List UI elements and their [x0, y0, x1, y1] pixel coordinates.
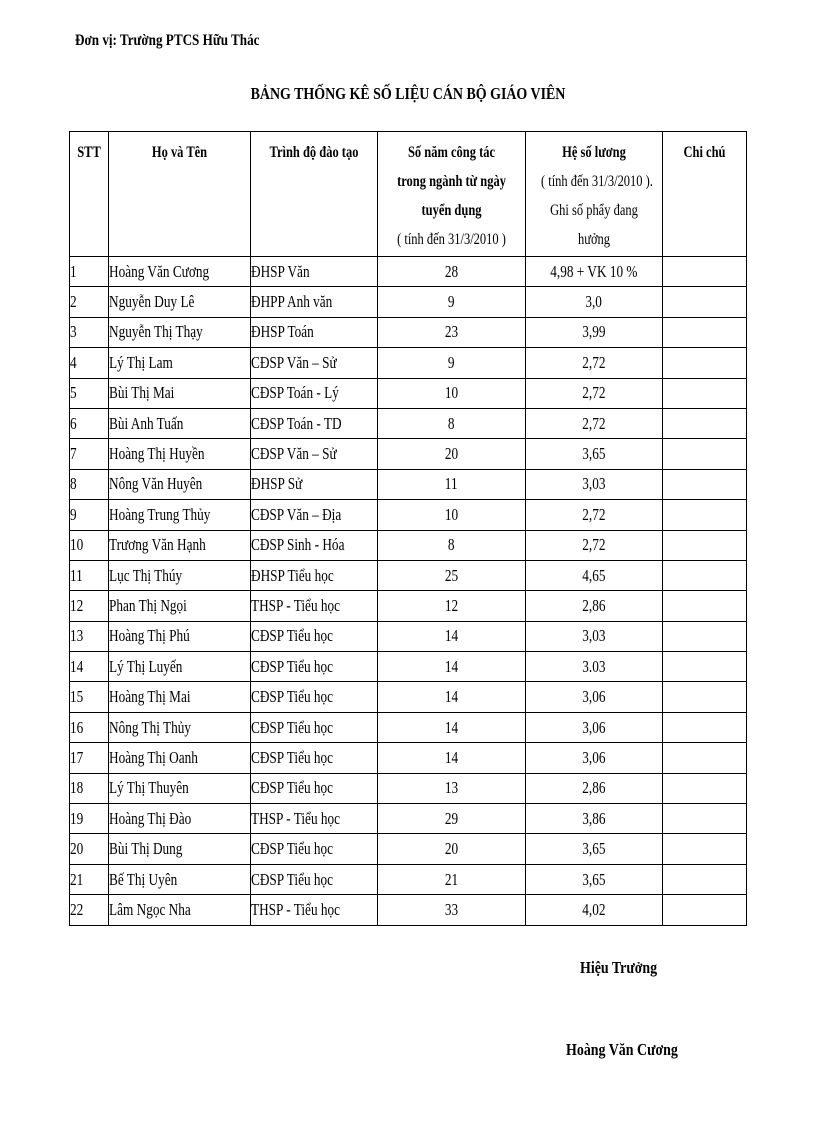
document-title: BẢNG THỐNG KÊ SỐ LIỆU CÁN BỘ GIÁO VIÊN: [250, 84, 566, 103]
cell-years: 20: [378, 439, 526, 469]
cell-salary: 3,03: [526, 469, 663, 499]
cell-stt: 12: [70, 591, 109, 621]
table-header-row: [70, 132, 747, 257]
cell-salary: 3,86: [526, 804, 663, 834]
cell-years: 20: [378, 834, 526, 864]
cell-degree: THSP - Tiểu học: [251, 804, 378, 834]
cell-degree: CĐSP Văn – Sử: [251, 439, 378, 469]
cell-note: [663, 378, 747, 408]
cell-degree: CĐSP Tiểu học: [251, 682, 378, 712]
cell-stt: 10: [70, 530, 109, 560]
cell-stt: 17: [70, 743, 109, 773]
cell-note: [663, 804, 747, 834]
col-header-note: Chi chú: [663, 132, 747, 257]
cell-stt: 19: [70, 804, 109, 834]
cell-name: Lý Thị Thuyên: [109, 773, 251, 803]
cell-name: Bùi Thị Mai: [109, 378, 251, 408]
cell-salary: 2,86: [526, 773, 663, 803]
cell-name: Nông Thị Thủy: [109, 712, 251, 742]
cell-years: 14: [378, 621, 526, 651]
cell-stt: 22: [70, 895, 109, 925]
table-row: [70, 317, 747, 347]
cell-years: 8: [378, 530, 526, 560]
cell-years: 25: [378, 560, 526, 590]
cell-stt: 16: [70, 712, 109, 742]
cell-years: 14: [378, 712, 526, 742]
cell-stt: 13: [70, 621, 109, 651]
col-header-stt: STT: [70, 132, 109, 257]
cell-degree: CĐSP Sinh - Hóa: [251, 530, 378, 560]
cell-years: 14: [378, 682, 526, 712]
cell-name: Bế Thị Uyên: [109, 864, 251, 894]
table-row: [70, 743, 747, 773]
cell-salary: 2,86: [526, 591, 663, 621]
cell-note: [663, 560, 747, 590]
cell-degree: CĐSP Toán - Lý: [251, 378, 378, 408]
cell-note: [663, 682, 747, 712]
cell-name: Lâm Ngọc Nha: [109, 895, 251, 925]
cell-years: 33: [378, 895, 526, 925]
cell-name: Hoàng Thị Mai: [109, 682, 251, 712]
cell-degree: CĐSP Tiểu học: [251, 864, 378, 894]
cell-years: 28: [378, 257, 526, 287]
cell-stt: 3: [70, 317, 109, 347]
table-row: [70, 712, 747, 742]
table-row: [70, 378, 747, 408]
cell-note: [663, 469, 747, 499]
cell-note: [663, 712, 747, 742]
cell-note: [663, 864, 747, 894]
cell-years: 10: [378, 500, 526, 530]
cell-name: Lý Thị Luyến: [109, 652, 251, 682]
cell-name: Nguyễn Thị Thạy: [109, 317, 251, 347]
table-row: [70, 439, 747, 469]
cell-years: 23: [378, 317, 526, 347]
cell-years: 10: [378, 378, 526, 408]
cell-stt: 14: [70, 652, 109, 682]
cell-stt: 11: [70, 560, 109, 590]
table-row: [70, 560, 747, 590]
cell-name: Phan Thị Ngọi: [109, 591, 251, 621]
cell-years: 29: [378, 804, 526, 834]
cell-salary: 3,03: [526, 621, 663, 651]
table-row: [70, 864, 747, 894]
cell-years: 12: [378, 591, 526, 621]
cell-salary: 4,02: [526, 895, 663, 925]
cell-name: Nguyễn Duy Lê: [109, 287, 251, 317]
cell-note: [663, 317, 747, 347]
cell-years: 21: [378, 864, 526, 894]
cell-degree: CĐSP Tiểu học: [251, 773, 378, 803]
cell-salary: 2,72: [526, 408, 663, 438]
unit-label: Đơn vị: Trường PTCS Hữu Thác: [75, 32, 260, 49]
cell-name: Lục Thị Thúy: [109, 560, 251, 590]
cell-name: Hoàng Thị Oanh: [109, 743, 251, 773]
cell-note: [663, 439, 747, 469]
cell-salary: 3,99: [526, 317, 663, 347]
cell-degree: ĐHSP Tiểu học: [251, 560, 378, 590]
signature-name: Hoàng Văn Cương: [566, 1040, 678, 1059]
cell-note: [663, 348, 747, 378]
cell-degree: THSP - Tiểu học: [251, 895, 378, 925]
cell-name: Trương Văn Hạnh: [109, 530, 251, 560]
cell-note: [663, 500, 747, 530]
cell-note: [663, 895, 747, 925]
cell-note: [663, 257, 747, 287]
cell-salary: 2,72: [526, 378, 663, 408]
cell-note: [663, 408, 747, 438]
cell-name: Hoàng Trung Thủy: [109, 500, 251, 530]
cell-name: Bùi Anh Tuấn: [109, 408, 251, 438]
cell-degree: THSP - Tiểu học: [251, 591, 378, 621]
cell-salary: 3,65: [526, 439, 663, 469]
cell-salary: 2,72: [526, 530, 663, 560]
col-header-degree: Trình độ đào tạo: [251, 132, 378, 257]
col-header-years: Số năm công tác trong ngành từ ngày tuyển dụng ( tính đến 31/3/2010 ): [378, 132, 526, 257]
cell-salary: 3,06: [526, 682, 663, 712]
cell-note: [663, 834, 747, 864]
cell-name: Hoàng Thị Huyền: [109, 439, 251, 469]
cell-years: 9: [378, 287, 526, 317]
cell-note: [663, 591, 747, 621]
cell-degree: CĐSP Tiểu học: [251, 621, 378, 651]
cell-stt: 4: [70, 348, 109, 378]
table-row: [70, 469, 747, 499]
cell-salary: 4,65: [526, 560, 663, 590]
cell-salary: 2,72: [526, 500, 663, 530]
cell-name: Bùi Thị Dung: [109, 834, 251, 864]
cell-years: 14: [378, 652, 526, 682]
table-row: [70, 500, 747, 530]
cell-degree: ĐHSP Toán: [251, 317, 378, 347]
col-header-salary: Hệ số lương ( tính đến 31/3/2010 ). Ghi số phẩy đang hưởng: [526, 132, 663, 257]
table-row: [70, 257, 747, 287]
cell-degree: CĐSP Tiểu học: [251, 743, 378, 773]
cell-degree: ĐHPP Anh văn: [251, 287, 378, 317]
table-row: [70, 682, 747, 712]
cell-name: Nông Văn Huyên: [109, 469, 251, 499]
cell-name: Hoàng Văn Cương: [109, 257, 251, 287]
table-row: [70, 348, 747, 378]
cell-note: [663, 621, 747, 651]
cell-degree: CĐSP Toán - TD: [251, 408, 378, 438]
cell-salary: 4,98 + VK 10 %: [526, 257, 663, 287]
signature-title: Hiệu Trưởng: [580, 958, 658, 977]
cell-degree: ĐHSP Văn: [251, 257, 378, 287]
cell-note: [663, 743, 747, 773]
cell-degree: CĐSP Văn – Sử: [251, 348, 378, 378]
cell-stt: 8: [70, 469, 109, 499]
table-row: [70, 652, 747, 682]
cell-salary: 3,06: [526, 743, 663, 773]
staff-statistics-table: [69, 131, 747, 926]
cell-degree: CĐSP Tiểu học: [251, 834, 378, 864]
cell-salary: 3,06: [526, 712, 663, 742]
cell-degree: CĐSP Văn – Địa: [251, 500, 378, 530]
cell-salary: 3.03: [526, 652, 663, 682]
cell-degree: CĐSP Tiểu học: [251, 652, 378, 682]
cell-stt: 15: [70, 682, 109, 712]
cell-stt: 18: [70, 773, 109, 803]
cell-stt: 2: [70, 287, 109, 317]
cell-name: Lý Thị Lam: [109, 348, 251, 378]
cell-stt: 1: [70, 257, 109, 287]
table-row: [70, 895, 747, 925]
table-row: [70, 621, 747, 651]
cell-stt: 7: [70, 439, 109, 469]
table-row: [70, 773, 747, 803]
table-row: [70, 804, 747, 834]
table-row: [70, 287, 747, 317]
cell-note: [663, 652, 747, 682]
cell-note: [663, 287, 747, 317]
cell-years: 14: [378, 743, 526, 773]
table-row: [70, 591, 747, 621]
cell-salary: 3,65: [526, 864, 663, 894]
cell-stt: 6: [70, 408, 109, 438]
col-header-name: Họ và Tên: [109, 132, 251, 257]
cell-years: 9: [378, 348, 526, 378]
cell-name: Hoàng Thị Phú: [109, 621, 251, 651]
cell-degree: CĐSP Tiểu học: [251, 712, 378, 742]
cell-salary: 2,72: [526, 348, 663, 378]
cell-stt: 21: [70, 864, 109, 894]
cell-years: 13: [378, 773, 526, 803]
table-row: [70, 530, 747, 560]
cell-name: Hoàng Thị Đào: [109, 804, 251, 834]
cell-salary: 3,0: [526, 287, 663, 317]
cell-degree: ĐHSP Sử: [251, 469, 378, 499]
table-row: [70, 408, 747, 438]
cell-years: 8: [378, 408, 526, 438]
cell-stt: 20: [70, 834, 109, 864]
cell-stt: 5: [70, 378, 109, 408]
cell-note: [663, 773, 747, 803]
cell-years: 11: [378, 469, 526, 499]
table-row: [70, 834, 747, 864]
cell-salary: 3,65: [526, 834, 663, 864]
cell-note: [663, 530, 747, 560]
cell-stt: 9: [70, 500, 109, 530]
